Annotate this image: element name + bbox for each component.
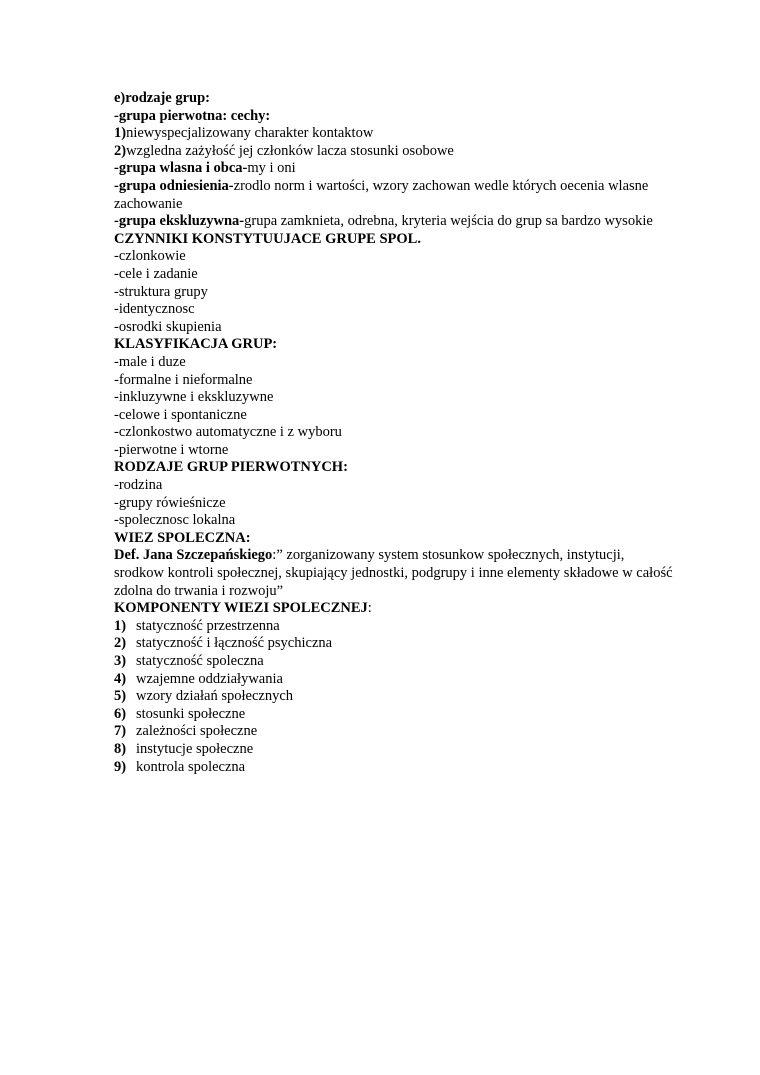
item-number: 8)	[114, 740, 127, 757]
reference-group-definition	[114, 178, 674, 213]
primary-feature-2	[114, 143, 674, 161]
definition-text: :” zorganizowany system stosunkow społecznych, instytucji, srodkow kontroli społecznej, skupiający jednostki, podgrupy i inne elementy składowe w całość zdolna do trwania i rozwoju”	[114, 547, 673, 599]
term: -grupa ekskluzywna-	[114, 213, 245, 230]
social-bond-definition	[114, 547, 674, 600]
item-number: 4)	[114, 670, 127, 687]
classification-heading: KLASYFIKACJA GRUP:	[114, 336, 278, 353]
item-number: 5)	[114, 688, 127, 705]
term: -grupa odniesienia-	[114, 177, 234, 194]
list-item	[114, 618, 674, 636]
list-item: -struktura grupy	[114, 283, 208, 300]
list-item: -pierwotne i wtorne	[114, 441, 229, 458]
feature-text: niewyspecjalizowany charakter kontaktow	[126, 125, 374, 142]
definition-author: Def. Jana Szczepańskiego	[114, 547, 273, 564]
item-text: statyczność przestrzenna	[136, 617, 280, 634]
item-text: instytucje społeczne	[136, 740, 254, 757]
list-item: -spolecznosc lokalna	[114, 512, 236, 529]
item-text: wzory działań społecznych	[136, 688, 294, 705]
list-item: -rodzina	[114, 477, 163, 494]
list-item: -celowe i spontaniczne	[114, 406, 247, 423]
item-text: stosunki społeczne	[136, 705, 246, 722]
list-item	[114, 671, 674, 689]
primary-feature-1	[114, 125, 674, 143]
definition-text: grupa zamknieta, odrebna, kryteria wejścia do grup sa bardzo wysokie	[244, 213, 653, 230]
list-item: -czlonkostwo automatyczne i z wyboru	[114, 424, 342, 441]
components-heading	[114, 600, 674, 618]
list-item	[114, 653, 674, 671]
item-text: statyczność spoleczna	[136, 653, 264, 669]
feature-number: 1)	[114, 125, 127, 142]
item-number: 9)	[114, 758, 127, 775]
list-item: -male i duze	[114, 353, 186, 370]
list-item: -czlonkowie	[114, 248, 186, 265]
primary-types-heading: RODZAJE GRUP PIERWOTNYCH:	[114, 459, 348, 476]
item-text: zależności społeczne	[136, 723, 258, 740]
item-text: statyczność i łączność psychiczna	[136, 635, 333, 652]
item-text: kontrola spoleczna	[136, 758, 246, 775]
section-e-title: e)rodzaje grup:	[114, 90, 210, 106]
list-item	[114, 706, 674, 724]
list-item	[114, 688, 674, 706]
social-bond-heading: WIEZ SPOLECZNA:	[114, 529, 251, 546]
list-item	[114, 759, 674, 777]
list-item: -cele i zadanie	[114, 265, 198, 282]
list-item	[114, 635, 674, 653]
list-item	[114, 723, 674, 741]
definition-text: my i oni	[247, 160, 296, 177]
list-item	[114, 741, 674, 759]
item-text: wzajemne oddziaływania	[136, 670, 283, 687]
list-item: -identycznosc	[114, 301, 195, 318]
item-number: 1)	[114, 617, 127, 634]
exclusive-group-definition	[114, 213, 674, 231]
list-item: -inkluzywne i ekskluzywne	[114, 389, 274, 406]
list-item: -grupy rówieśnicze	[114, 494, 226, 511]
feature-text: wzgledna zażyłość jej członków lacza stosunki osobowe	[126, 142, 454, 159]
item-number: 7)	[114, 723, 127, 740]
list-item: -formalne i nieformalne	[114, 371, 253, 388]
term: -grupa wlasna i obca-	[114, 160, 248, 177]
list-item: -osrodki skupienia	[114, 318, 222, 335]
item-number: 3)	[114, 653, 127, 669]
own-group-definition	[114, 160, 674, 178]
components-heading-suffix: :	[367, 600, 372, 617]
item-number: 2)	[114, 635, 127, 652]
definition-text: zrodlo norm i wartości, wzory zachowan wedle których oecenia wlasne zachowanie	[114, 177, 649, 212]
feature-number: 2)	[114, 142, 127, 159]
document-body	[114, 90, 674, 776]
primary-group-label: -grupa pierwotna: cechy:	[114, 107, 271, 124]
components-heading-text: KOMPONENTY WIEZI SPOLECZNEJ	[114, 600, 368, 617]
item-number: 6)	[114, 705, 127, 722]
factors-heading: CZYNNIKI KONSTYTUUJACE GRUPE SPOL.	[114, 230, 421, 247]
